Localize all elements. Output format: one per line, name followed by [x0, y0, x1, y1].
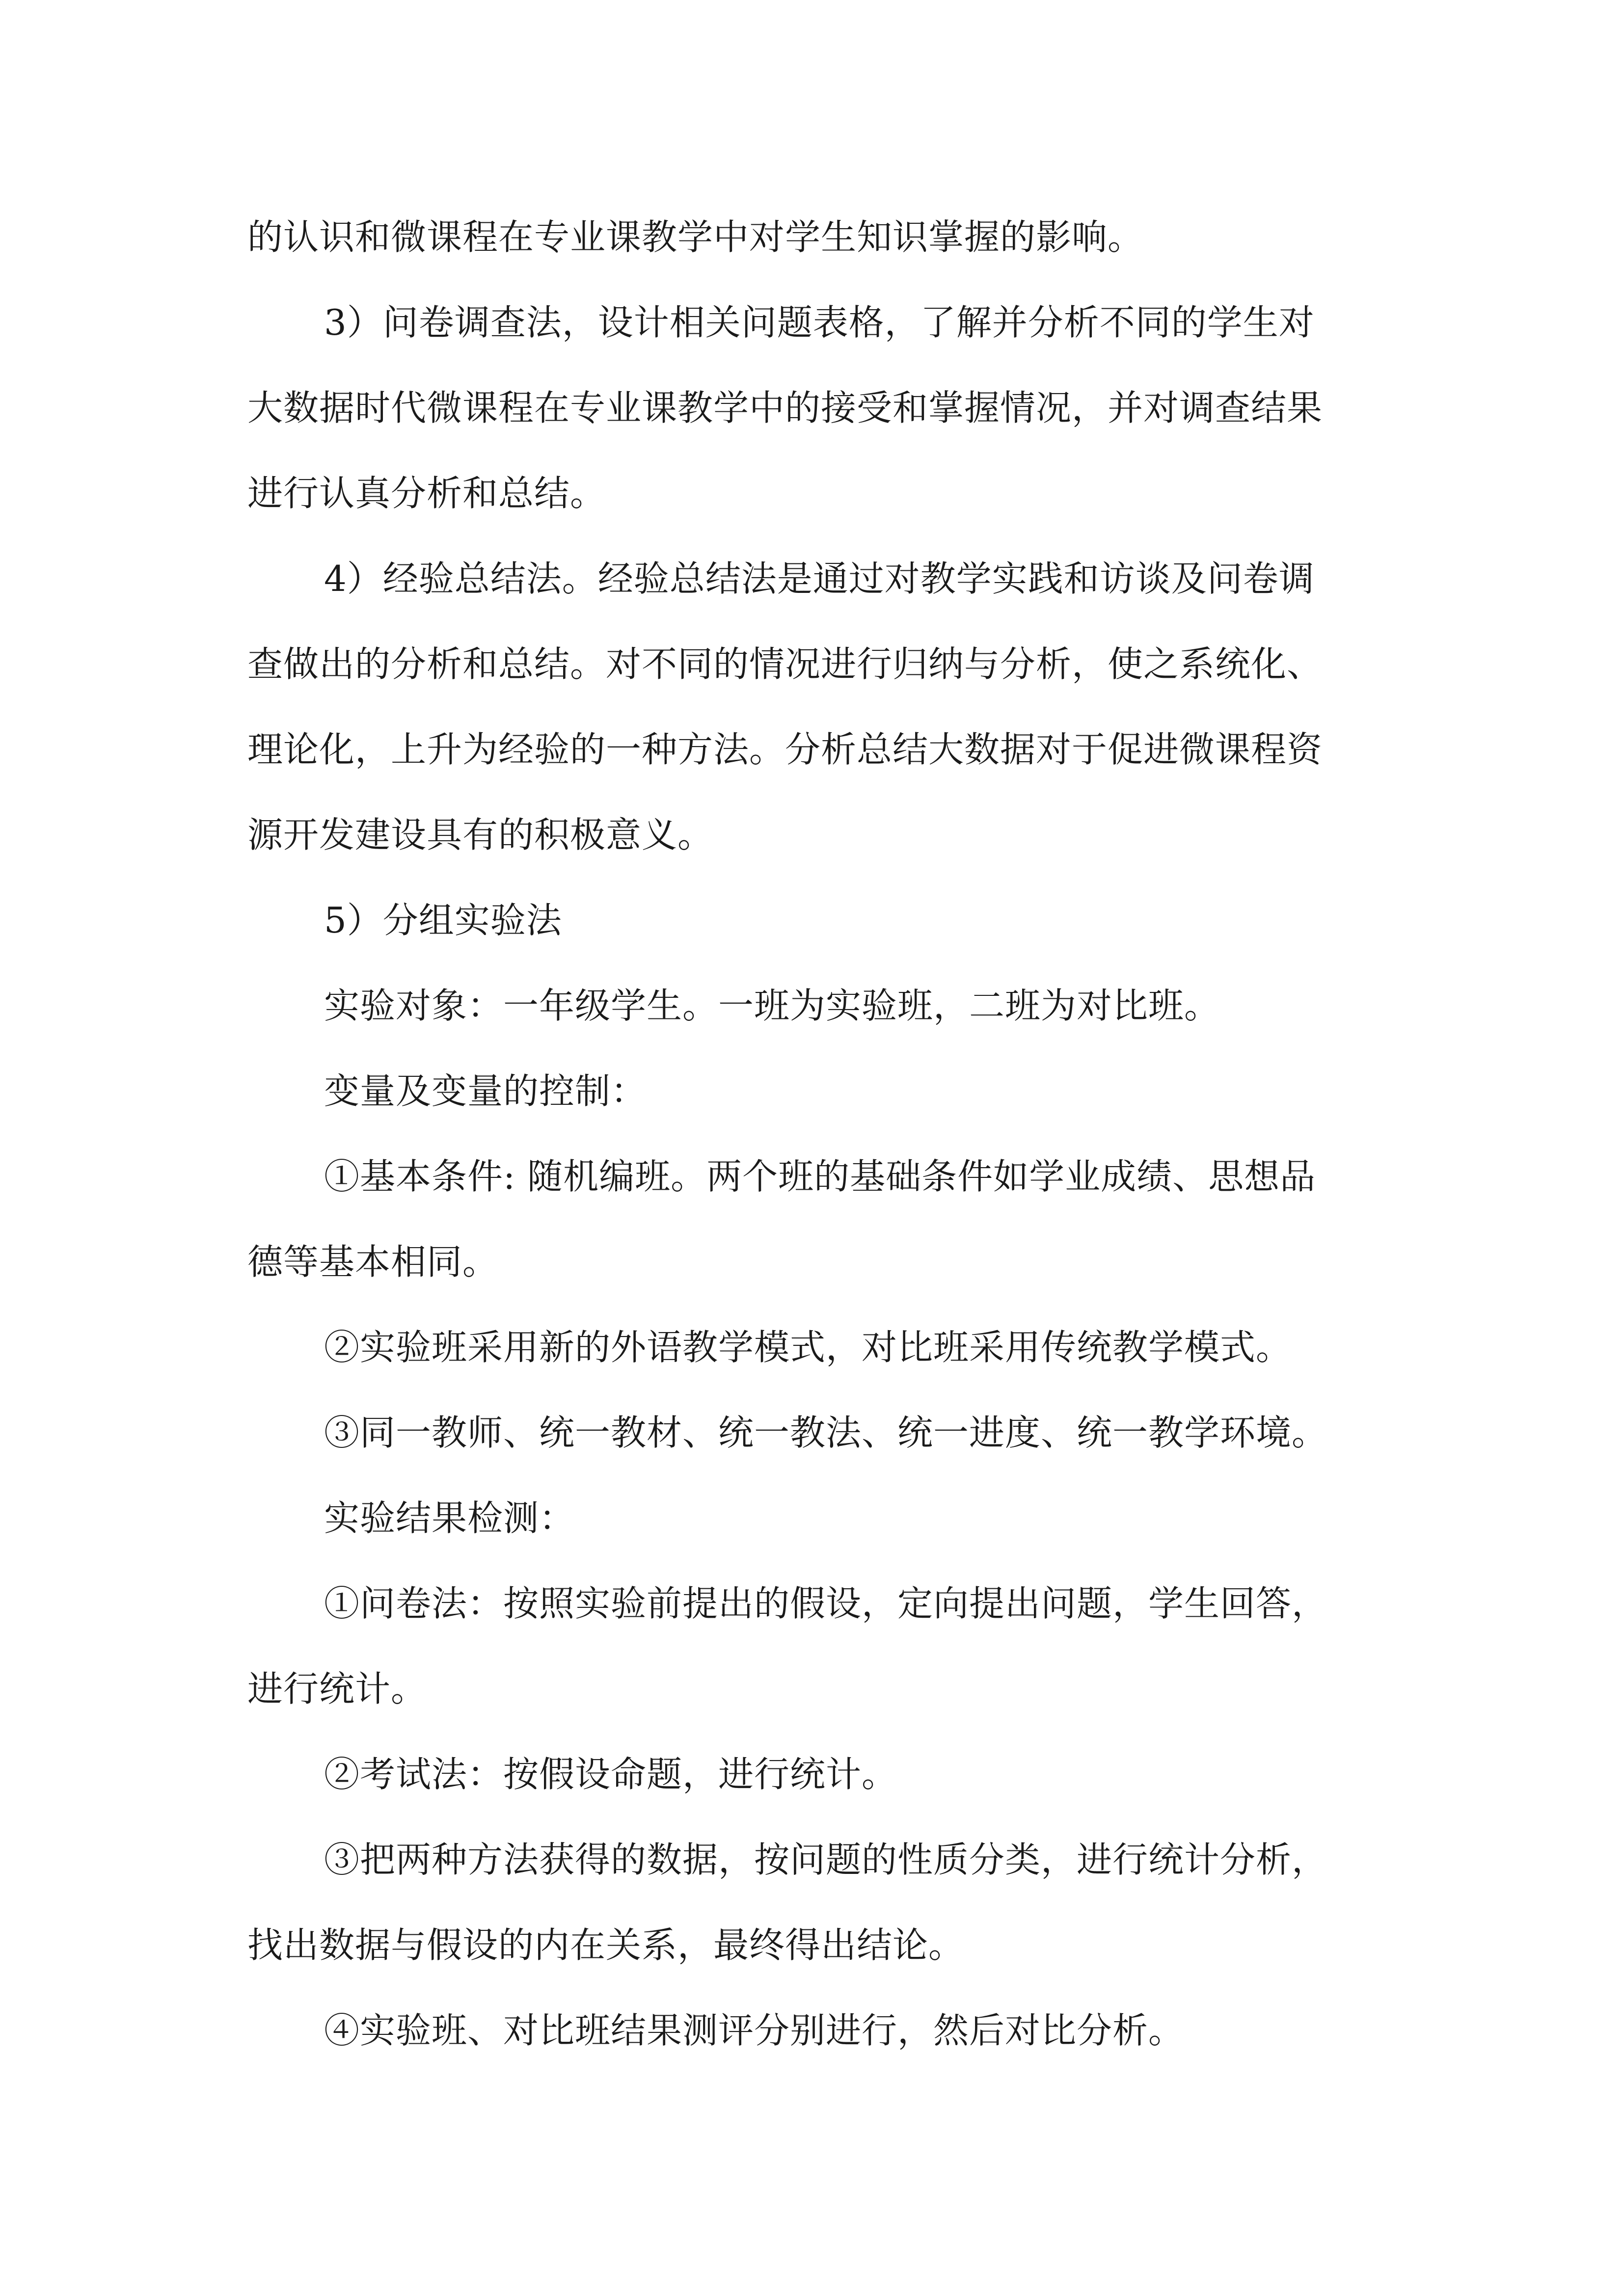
text-line: 4）经验总结法。经验总结法是通过对教学实践和访谈及问卷调	[324, 558, 1315, 599]
section-heading: 5）分组实验法	[324, 900, 562, 941]
text-line: ①问卷法：按照实验前提出的假设，定向提出问题，学生回答，	[324, 1583, 1328, 1624]
text-line: 的认识和微课程在专业课教学中对学生知识掌握的影响。	[247, 216, 1144, 258]
text-line: 实验对象：一年级学生。一班为实验班，二班为对比班。	[324, 985, 1220, 1026]
text-line: ①基本条件: 随机编班。两个班的基础条件如学业成绩、思想品	[324, 1156, 1316, 1197]
text-line: ③同一教师、统一教材、统一教法、统一进度、统一教学环境。	[324, 1412, 1328, 1453]
text-line: 源开发建设具有的积极意义。	[247, 814, 714, 855]
text-line: ④实验班、对比班结果测评分别进行，然后对比分析。	[324, 2010, 1185, 2051]
text-line: ③把两种方法获得的数据，按问题的性质分类，进行统计分析，	[324, 1839, 1328, 1880]
text-line: 找出数据与假设的内在关系，最终得出结论。	[247, 1924, 965, 1966]
text-line: 大数据时代微课程在专业课教学中的接受和掌握情况，并对调查结果	[247, 387, 1323, 428]
text-line: 查做出的分析和总结。对不同的情况进行归纳与分析，使之系统化、	[247, 643, 1323, 685]
text-line: 进行统计。	[247, 1668, 427, 1709]
text-line: 实验结果检测：	[324, 1497, 575, 1539]
text-line: ②考试法：按假设命题，进行统计。	[324, 1754, 898, 1795]
body-text	[247, 194, 1396, 2073]
text-line: 德等基本相同。	[247, 1241, 499, 1282]
text-line: 变量及变量的控制：	[324, 1070, 647, 1112]
text-line: 理论化，上升为经验的一种方法。分析总结大数据对于促进微课程资	[247, 729, 1323, 770]
text-line: 3）问卷调查法，设计相关问题表格，了解并分析不同的学生对	[324, 302, 1315, 343]
text-line: ②实验班采用新的外语教学模式，对比班采用传统教学模式。	[324, 1327, 1292, 1368]
text-line: 进行认真分析和总结。	[247, 473, 606, 514]
